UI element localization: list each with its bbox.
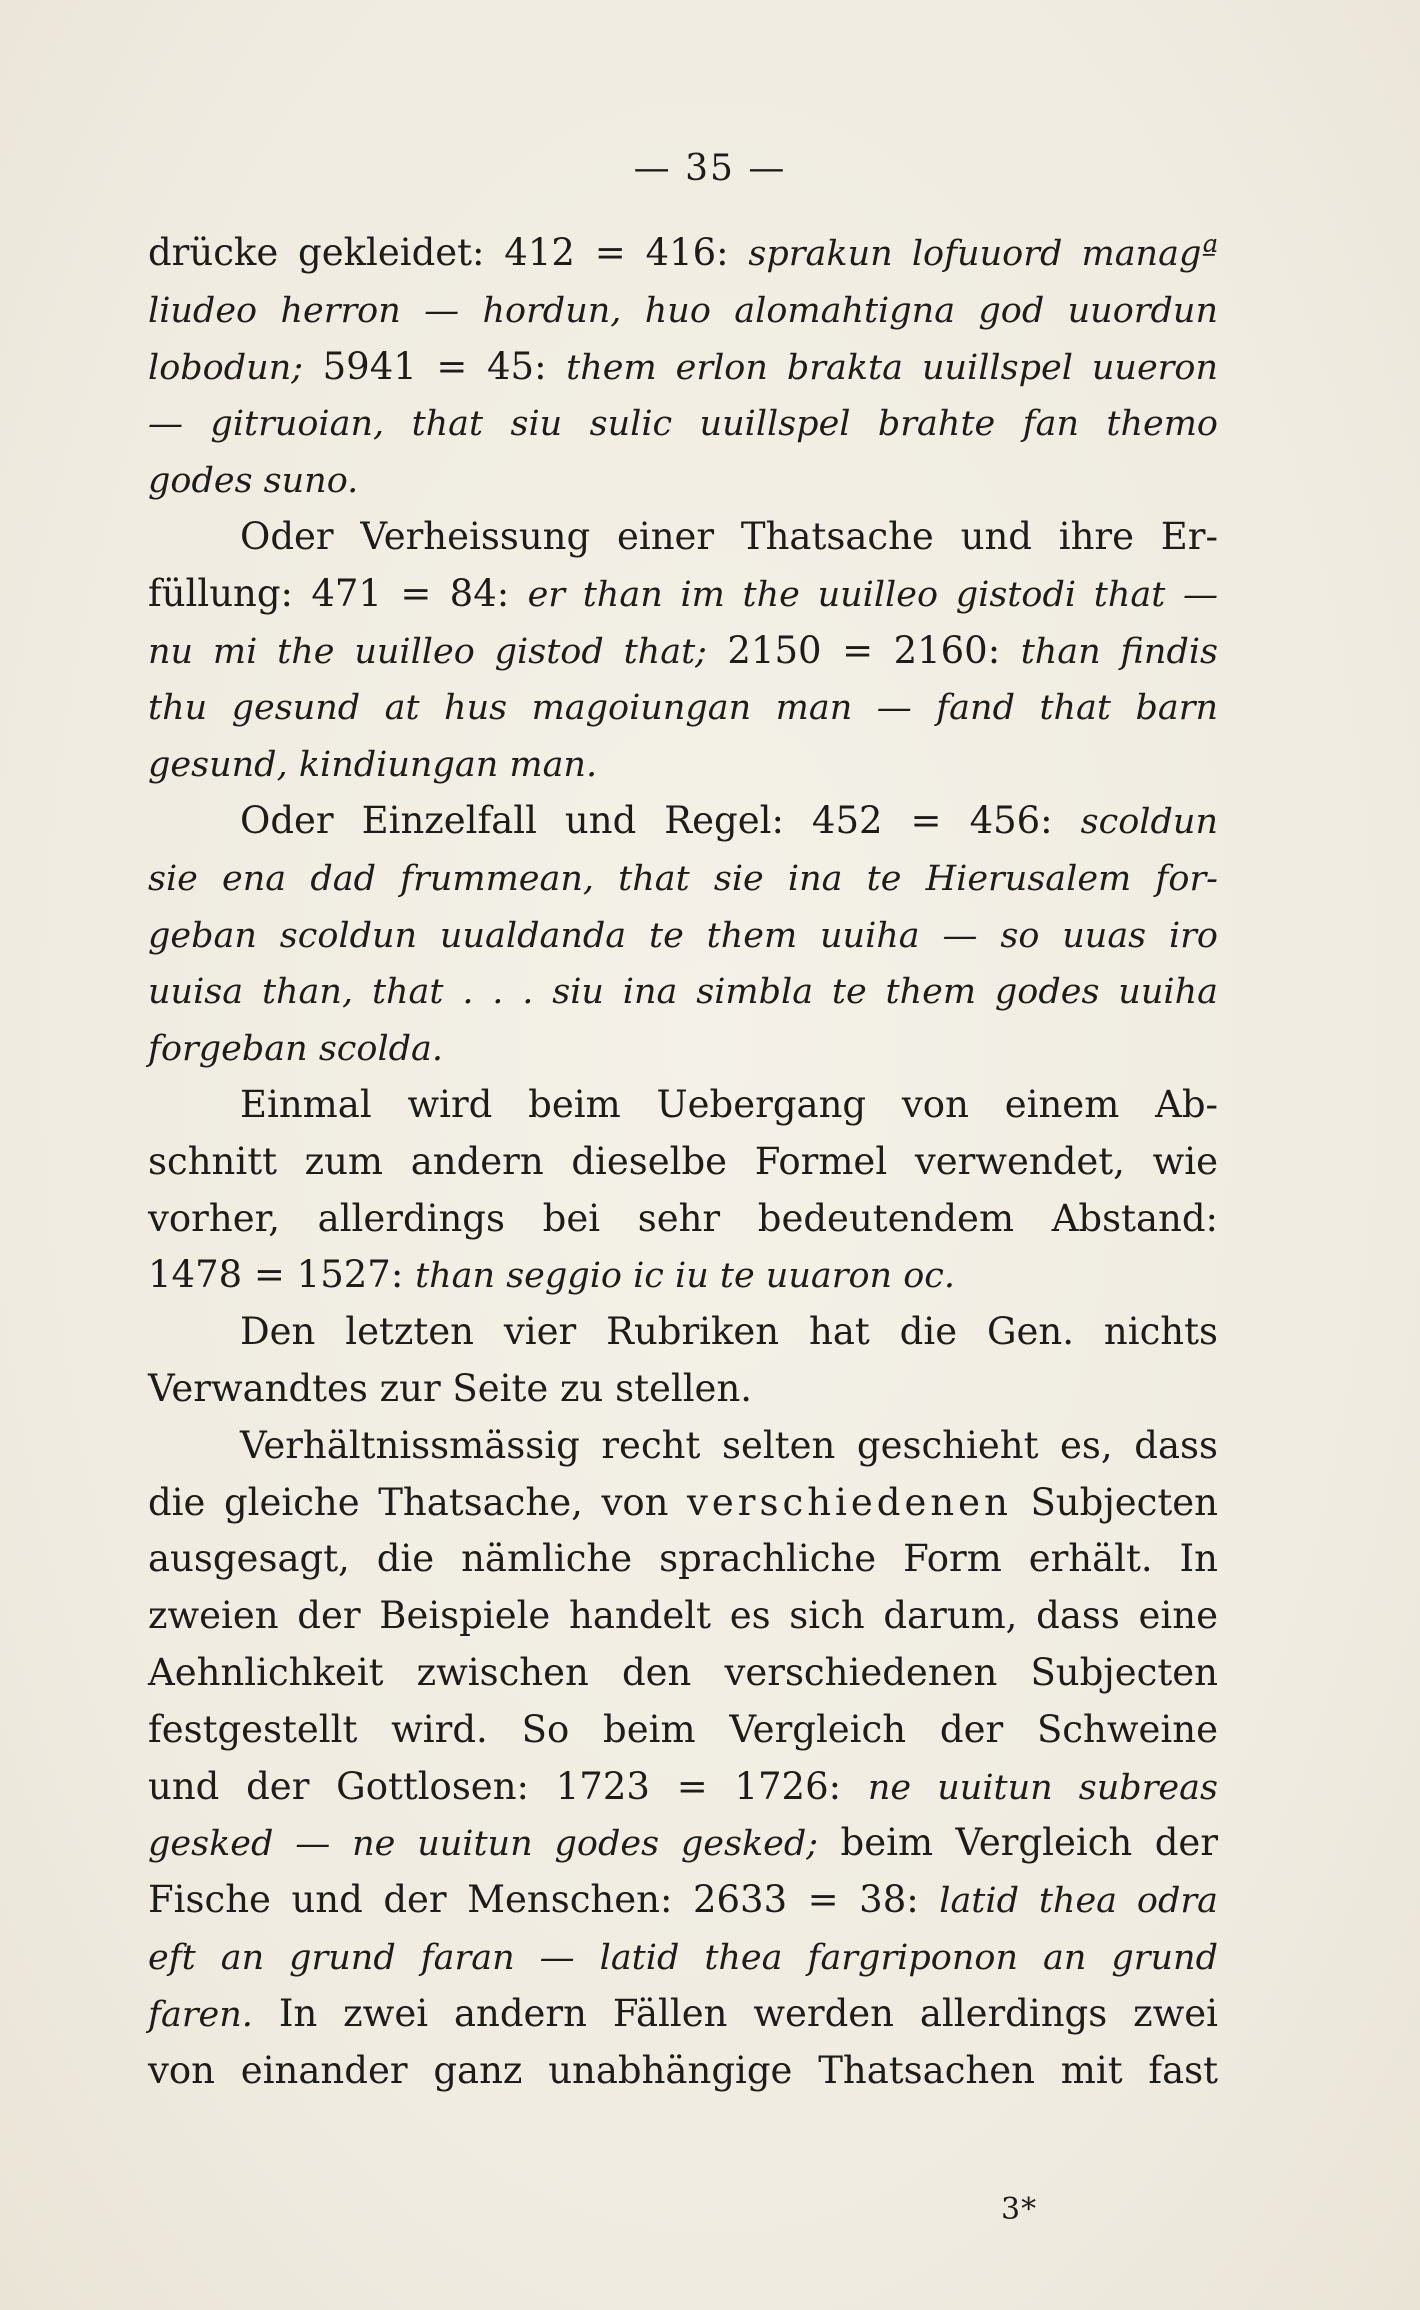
text-line: liudeo herron — hordun, huo alomahtigna god uuordun xyxy=(148,290,1218,331)
text-line: Fische und der Menschen: 2633 = 38: latid thea odra xyxy=(148,1878,1218,1922)
text-line: geban scoldun uualdanda te them uuiha — so uuas iro xyxy=(148,915,1218,956)
text-line: drücke gekleidet: 412 = 416: sprakun lofuuord managª xyxy=(148,231,1219,274)
text-line: — gitruoian, that siu sulic uuillspel brahte fan themo xyxy=(148,404,1218,445)
text-line: lobodun; 5941 = 45: them erlon brakta uuillspel uueron xyxy=(148,344,1218,388)
text-line: godes suno. xyxy=(148,461,359,502)
text-line: faren. In zwei andern Fällen werden allerdings zwei xyxy=(148,1991,1218,2035)
text-line: festgestellt wird. So beim Vergleich der Schweine xyxy=(148,1707,1218,1751)
text-line: gesked — ne uuitun godes gesked; beim Vergleich der xyxy=(148,1821,1218,1865)
text-line: schnitt zum andern dieselbe Formel verwendet, wie xyxy=(148,1139,1218,1183)
text-line: Aehnlichkeit zwischen den verschiedenen Subjecten xyxy=(148,1650,1218,1694)
text-line: 1478 = 1527: than seggio ic iu te uuaron oc. xyxy=(148,1253,955,1297)
text-line: forgeban scolda. xyxy=(148,1029,444,1070)
signature-mark: 3* xyxy=(1001,2192,1038,2227)
text-line: von einander ganz unabhängige Thatsachen mit fast xyxy=(148,2048,1218,2092)
text-line: zweien der Beispiele handelt es sich darum, dass eine xyxy=(148,1594,1218,1638)
text-line: Oder Einzelfall und Regel: 452 = 456: scoldun xyxy=(240,798,1218,842)
text-line: nu mi the uuilleo gistod that; 2150 = 2160: than findis xyxy=(148,628,1219,672)
text-line: die gleiche Thatsache, von verschiedenen Subjecten xyxy=(148,1480,1218,1524)
text-line: sie ena dad frummean, that sie ina te Hierusalem for- xyxy=(148,858,1218,899)
text-line: eft an grund faran — latid thea fargriponon an grund xyxy=(148,1937,1218,1978)
text-line: Einmal wird beim Uebergang von einem Ab- xyxy=(240,1082,1218,1126)
text-line: gesund, kindiungan man. xyxy=(148,745,598,786)
text-line: und der Gottlosen: 1723 = 1726: ne uuitun subreas xyxy=(148,1764,1218,1808)
text-line: Verhältnissmässig recht selten geschieht es, dass xyxy=(240,1423,1218,1467)
text-line: vorher, allerdings bei sehr bedeutendem Abstand: xyxy=(148,1196,1218,1240)
text-line: uuisa than, that . . . siu ina simbla te them godes uuiha xyxy=(148,972,1218,1013)
text-line: füllung: 471 = 84: er than im the uuilleo gistodi that — xyxy=(148,571,1219,615)
text-line: thu gesund at hus magoiungan man — fand that barn xyxy=(148,688,1218,729)
text-line: Oder Verheissung einer Thatsache und ihre Er- xyxy=(240,514,1218,558)
text-line: Den letzten vier Rubriken hat die Gen. nichts xyxy=(240,1310,1218,1354)
text-line: Verwandtes zur Seite zu stellen. xyxy=(148,1366,753,1410)
page-number-header: — 35 — xyxy=(633,148,787,189)
body-text xyxy=(148,225,1218,2099)
text-line: ausgesagt, die nämliche sprachliche Form erhält. In xyxy=(148,1537,1218,1581)
